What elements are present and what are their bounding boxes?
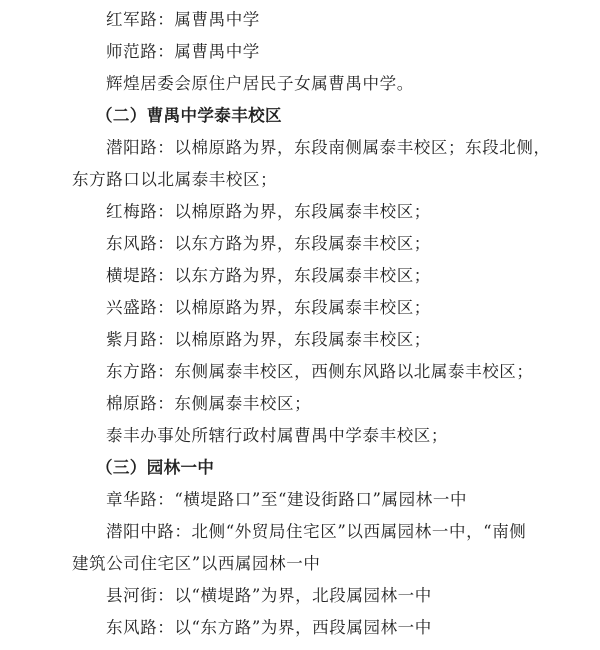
text-line: 兴盛路：以棉原路为界，东段属泰丰校区； <box>106 298 431 317</box>
text-line: 东方路：东侧属泰丰校区，西侧东风路以北属泰丰校区； <box>106 362 534 381</box>
text-line: 棉原路：东侧属泰丰校区； <box>106 394 312 413</box>
text-line: 红军路：属曹禺中学 <box>106 10 260 29</box>
text-line: 横堤路：以东方路为界，东段属泰丰校区； <box>106 266 431 285</box>
text-line: 潜阳路：以棉原路为界，东段南侧属泰丰校区；东段北侧， <box>106 138 551 157</box>
text-line: 红梅路：以棉原路为界，东段属泰丰校区； <box>106 202 431 221</box>
text-line: 辉煌居委会原住户居民子女属曹禺中学。 <box>106 74 414 93</box>
text-line: 东风路：以“东方路”为界，西段属园林一中 <box>106 618 432 637</box>
text-line: 县河街：以“横堤路”为界，北段属园林一中 <box>106 586 432 605</box>
text-line: 章华路：“横堤路口”至“建设街路口”属园林一中 <box>106 490 468 509</box>
section-heading: （三）园林一中 <box>96 458 215 477</box>
section-heading: （二）曹禺中学泰丰校区 <box>96 106 282 125</box>
text-line: 东方路口以北属泰丰校区； <box>72 170 278 189</box>
text-line: 潜阳中路：北侧“外贸局住宅区”以西属园林一中，“南侧 <box>106 522 527 541</box>
text-line: 东风路：以东方路为界，东段属泰丰校区； <box>106 234 431 253</box>
text-line: 紫月路：以棉原路为界，东段属泰丰校区； <box>106 330 431 349</box>
text-line: 师范路：属曹禺中学 <box>106 42 260 61</box>
text-line: 泰丰办事处所辖行政村属曹禺中学泰丰校区； <box>106 426 448 445</box>
text-line: 建筑公司住宅区”以西属园林一中 <box>72 554 321 573</box>
